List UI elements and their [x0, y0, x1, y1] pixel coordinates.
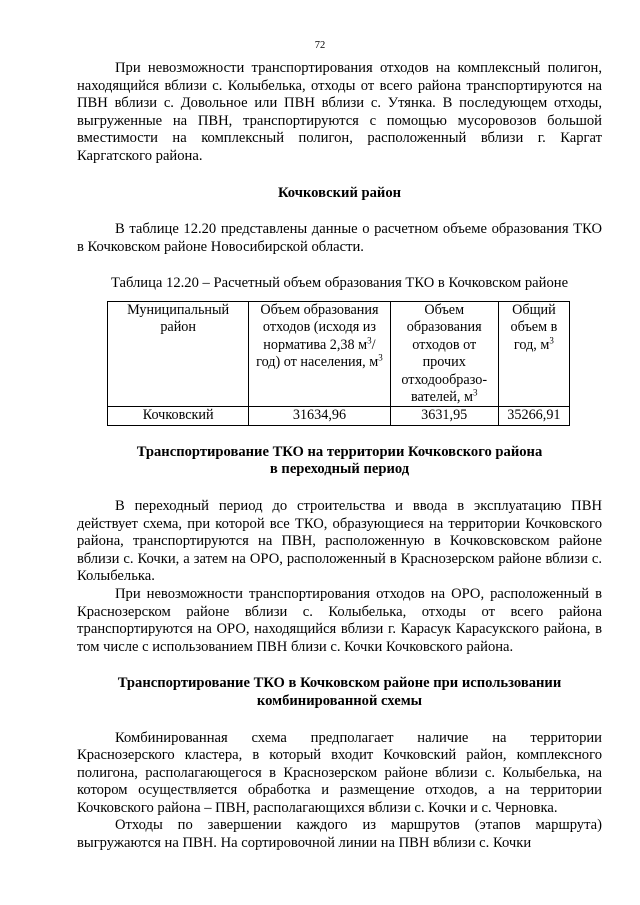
header-municipal-district: Муниципальный район [108, 301, 249, 406]
page-number: 72 [314, 40, 326, 51]
section-heading-combined-line-1: Транспортирование ТКО в Кочковском районе при использовании [117, 675, 562, 692]
paragraph-transition-scheme: В переходный период до строительства и ввода в эксплуатацию ПВН действует схема, при которой все ТКО, образующиеся на территории Кочковского района, транспортируются на ПВН, расположенную в Кочковсковском районе вблизи с. Кочки, а затем на ОРО, расположенный в Краснозерском районе вблизи с. Колыбелька. [77, 497, 602, 585]
table-caption: Таблица 12.20 – Расчетный объем образования ТКО в Кочковском районе [110, 275, 569, 292]
paragraph-table-intro: В таблице 12.20 представлены данные о расчетном объеме образования ТКО в Кочковском районе Новосибирской области. [77, 221, 602, 255]
cell-population-volume: 31634,96 [249, 407, 390, 425]
paragraph-transition-alternative: При невозможности транспортирования отходов на ОРО, расположенный в Краснозерском районе вблизи с. Колыбелька, отходы от всего района транспортируются на ОРО, находящийся вблизи г. Карасук Карасукского района, в том числе с использованием ПВН близи с. Кочки Кочковского района. [77, 585, 602, 655]
paragraph-transport-alternatives: При невозможности транспортирования отходов на комплексный полигон, находящийся вблизи с. Колыбелька, отходы от всего района транспортируются на ПВН вблизи с. Довольное или ПВН вблизи с. Утянка. В последующем отходы, выгруженные на ПВН, транспортируются с помощью мусоровозов большой вместимости на комплексный полигон, расположенный вблизи г. Каргат Каргатского района. [77, 60, 602, 164]
table-header-row [108, 301, 570, 406]
cell-other-volume: 3631,95 [390, 407, 498, 425]
section-heading-transition-line-1: Транспортирование ТКО на территории Кочковского района [136, 443, 543, 460]
table-row [108, 407, 570, 425]
cell-total-volume: 35266,91 [498, 407, 569, 425]
header-other-volume: Объем образования отходов от прочих отходообразо-вателей, $м^3$ [390, 301, 498, 406]
header-population-volume: Объем образования отходов (исходя из норматива 2,38 $м^3/год$) от населения, $м^3$ [249, 301, 390, 406]
header-total-volume: Общий объем в год, $м^3$ [498, 301, 569, 406]
section-heading-kochkovsky-district: Кочковский район [277, 184, 402, 201]
section-heading-transition-line-2: в переходный период [269, 461, 410, 478]
cell-district: Кочковский [108, 407, 249, 425]
waste-volume-table [107, 301, 570, 426]
paragraph-route-unloading: Отходы по завершении каждого из маршрутов (этапов маршрута) выгружаются на ПВН. На сортировочной линии на ПВН вблизи с. Кочки [77, 817, 602, 852]
section-heading-combined-line-2: комбинированной схемы [256, 692, 423, 709]
paragraph-combined-scheme: Комбинированная схема предполагает наличие на территории Краснозерского кластера, в который входит Кочковский район, комплексного полигона, располагающегося в Краснозерском районе вблизи с. Колыбелька, на котором осуществляется обработка и размещение отходов, а на территории Кочковского района – ПВН, располагающихся вблизи с. Кочки и с. Черновка. [77, 729, 602, 816]
page-content [77, 60, 602, 853]
